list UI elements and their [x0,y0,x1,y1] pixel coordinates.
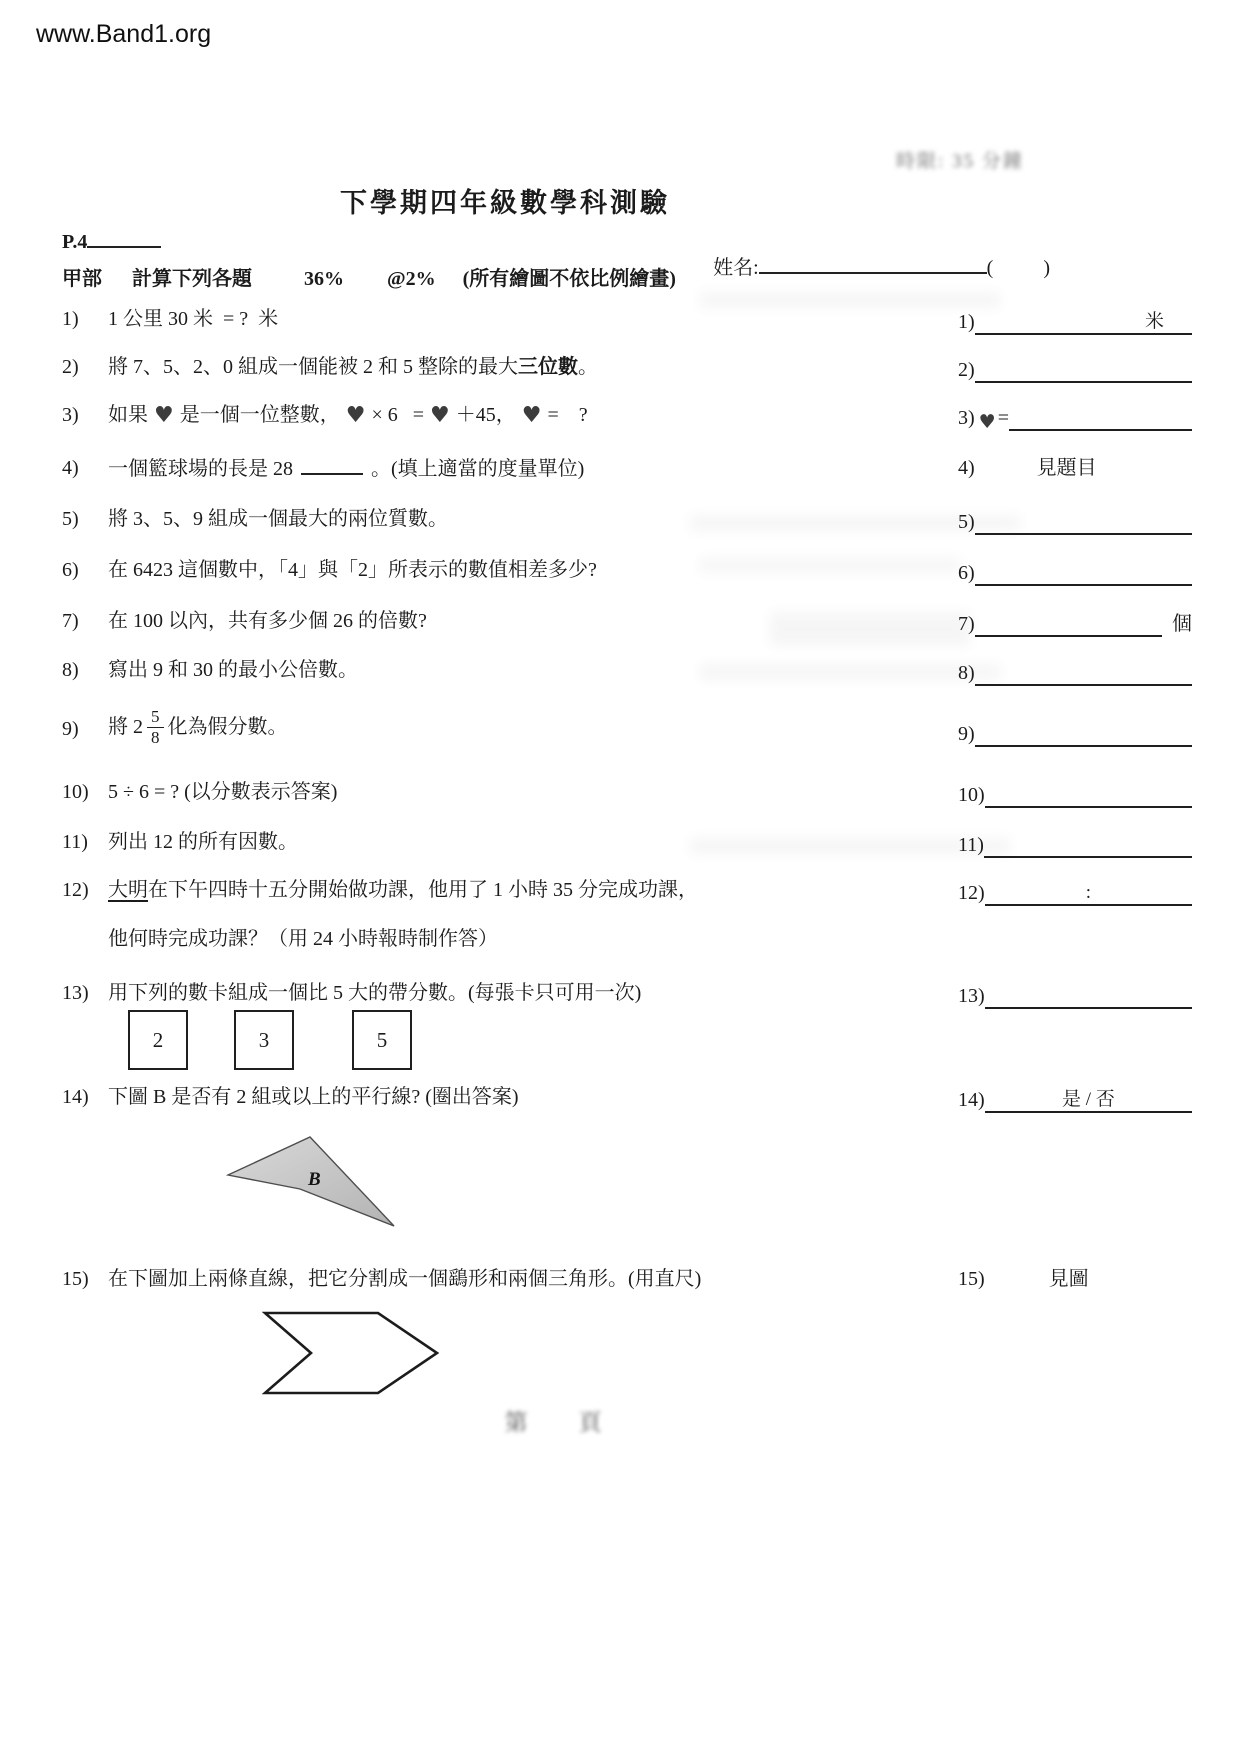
question-text-line1: 在下午四時十五分開始做功課，他用了 1 小時 35 分完成功課， [148,879,698,901]
question-number: 1) [62,308,79,330]
answer-number: 9) [958,723,975,745]
underlined-name: 大明 [108,879,148,901]
question-number: 13) [62,982,89,1004]
shape-b-svg [224,1133,399,1233]
answer-number: 14) [958,1089,985,1111]
number-card: 3 [234,1010,294,1070]
question-row-4 [62,455,1192,482]
answer-number: 13) [958,985,985,1007]
question-number: 7) [62,610,79,632]
answer-line [985,1084,1192,1113]
fraction-numerator: 5 [147,708,164,728]
question-text: 將 3、5、9 組成一個最大的兩位質數。 [108,508,448,530]
answer-slot-2 [958,354,1192,383]
answer-slot-11 [958,829,1192,858]
question-text: 在 6423 這個數中，「4」與「2」所表示的數值相差多少? [108,559,597,581]
question-row-5 [62,506,1192,535]
answer-number: 1) [958,311,975,333]
answer-slot-6 [958,557,1192,586]
question-text-bold: 三位數 [518,356,578,378]
question-row-11 [62,829,1192,858]
answer-line [975,657,1192,686]
answer-number: 11) [958,834,984,856]
question-number: 9) [62,718,79,740]
answer-unit: 個 [1172,613,1192,635]
answer-line [975,557,1192,586]
answer-number: 15) [958,1268,985,1290]
answer-line [1009,402,1192,431]
section-instruction: 計算下列各題 [132,268,252,290]
inline-blank-line [301,455,363,475]
answer-number: 3) [958,407,975,429]
section-note: (所有繪圖不依比例繪畫) [462,268,676,290]
answer-line [975,306,1192,335]
section-weight: 36% [304,268,344,290]
answer-slot-3 [958,402,1192,431]
answer-slot-4 [958,455,1192,481]
question-text-seg: ＋45， [455,404,516,426]
time-limit-blurred: 時限: 35 分鐘 [896,151,1024,172]
name-label: 姓名: [713,257,759,279]
question-number: 3) [62,404,79,426]
answer-slot-13 [958,980,1192,1009]
question-row-15 [62,1266,1192,1292]
question-number: 2) [62,356,79,378]
question-text: 1 公里 30 米 = ? 米 [108,308,279,330]
answer-number: 7) [958,613,975,635]
answer-colon: : [1085,882,1091,904]
parallel-lines-shape-b [224,1133,399,1239]
class-blank-line [87,226,161,248]
section-header [62,266,1192,292]
answer-unit: 米 [1144,311,1164,333]
question-text-seg: 是一個一位整數， [179,404,340,426]
question-text-post: 化為假分數。 [167,716,288,739]
answer-slot-8 [958,657,1192,686]
question-text-seg: = ? [547,404,588,426]
question-number: 10) [62,781,89,803]
answer-slot-14 [958,1084,1192,1113]
question-text: 寫出 9 和 30 的最小公倍數。 [108,659,358,681]
question-text-pre: 將 2 [108,716,143,739]
question-text-pre: 一個籃球場的長是 28 [108,458,293,480]
answer-number: 8) [958,662,975,684]
fraction [147,708,164,747]
question-text [108,354,958,380]
answer-equals: = [997,407,1009,429]
question-text: 在 100 以內，共有多少個 26 的倍數? [108,610,427,632]
heart-icon: ♥ [978,411,996,433]
answer-slot-7 [958,608,1192,637]
answer-value: 見圖 [1048,1268,1089,1290]
name-paren: ( ) [986,257,1050,279]
exam-title: 下學期四年級數學科測驗 [340,188,670,218]
answer-yes-no: 是 / 否 [1061,1089,1115,1111]
number-cards [128,1010,412,1070]
question-text-line2: 他何時完成功課？（用 24 小時報時制作答） [108,928,498,950]
answer-value: 見題目 [1036,457,1097,479]
question-text-seg: × 6 = [371,404,425,426]
question-text [108,877,958,903]
question-text-post: 。(填上適當的度量單位) [371,458,585,480]
question-row-14 [62,1084,1192,1113]
question-text: 下圖 B 是否有 2 組或以上的平行線? (圈出答案) [108,1086,519,1108]
question-text [108,402,958,428]
page-footer-blurred: 第 頁 [504,1410,616,1435]
answer-slot-12 [958,877,1192,906]
question-text-pre: 將 7、5、2、0 組成一個能被 2 和 5 整除的最大 [108,356,518,378]
question-row-7 [62,608,1192,637]
answer-slot-1 [958,306,1192,335]
answer-number: 2) [958,359,975,381]
answer-slot-10 [958,779,1192,808]
question-text: 用下列的數卡組成一個比 5 大的帶分數。(每張卡只可用一次) [108,982,642,1004]
chevron-svg [262,1310,442,1396]
question-row-2 [62,354,1192,383]
number-card: 5 [352,1010,412,1070]
question-row-10 [62,779,1192,808]
answer-line [985,877,1192,906]
answer-number: 12) [958,882,985,904]
question-row-8 [62,657,1192,686]
question-number: 4) [62,457,79,479]
class-label-group [62,226,161,255]
answer-number: 10) [958,784,985,806]
answer-line [985,779,1192,808]
answer-line [975,506,1192,535]
answer-slot-5 [958,506,1192,535]
heart-icon: ♥ [430,403,450,428]
question-number: 15) [62,1268,89,1290]
question-number: 12) [62,879,89,901]
question-row-1 [62,306,1192,335]
chevron-shape [262,1310,442,1402]
heart-icon: ♥ [154,403,174,428]
answer-slot-9 [958,718,1192,747]
question-text-seg: 如果 [108,404,148,426]
question-number: 8) [62,659,79,681]
question-row-9 [62,708,1192,747]
answer-number: 6) [958,562,975,584]
fraction-denominator: 8 [151,727,160,747]
class-label: P.4 [62,231,88,253]
question-text: 在下圖加上兩條直線，把它分割成一個鷂形和兩個三角形。(用直尺) [108,1268,702,1290]
answer-slot-15 [958,1266,1192,1292]
question-number: 5) [62,508,79,530]
question-text: 列出 12 的所有因數。 [108,831,298,853]
answer-line [975,354,1192,383]
watermark-url: www.Band1.org [36,20,212,48]
answer-line [985,980,1192,1009]
answer-number: 5) [958,511,975,533]
question-text [108,708,958,747]
answer-line [984,829,1192,858]
section-per-question: @2% [387,268,436,290]
question-number: 14) [62,1086,89,1108]
chevron-polygon [265,1313,437,1393]
number-card: 2 [128,1010,188,1070]
question-row-12 [62,877,1192,906]
question-text: 5 ÷ 6 = ? (以分數表示答案) [108,781,338,803]
question-row-6 [62,557,1192,586]
answer-line [975,718,1192,747]
question-row-3 [62,402,1192,431]
question-text-post: 。 [578,356,598,378]
section-part: 甲部 [62,268,102,290]
answer-line [975,608,1162,637]
question-number: 11) [62,831,88,853]
heart-icon: ♥ [521,403,542,428]
heart-icon: ♥ [345,403,366,428]
question-number: 6) [62,559,79,581]
question-text [108,455,958,482]
question-row-13 [62,980,1192,1009]
answer-number: 4) [958,457,975,479]
shape-b-label: B [308,1169,321,1190]
